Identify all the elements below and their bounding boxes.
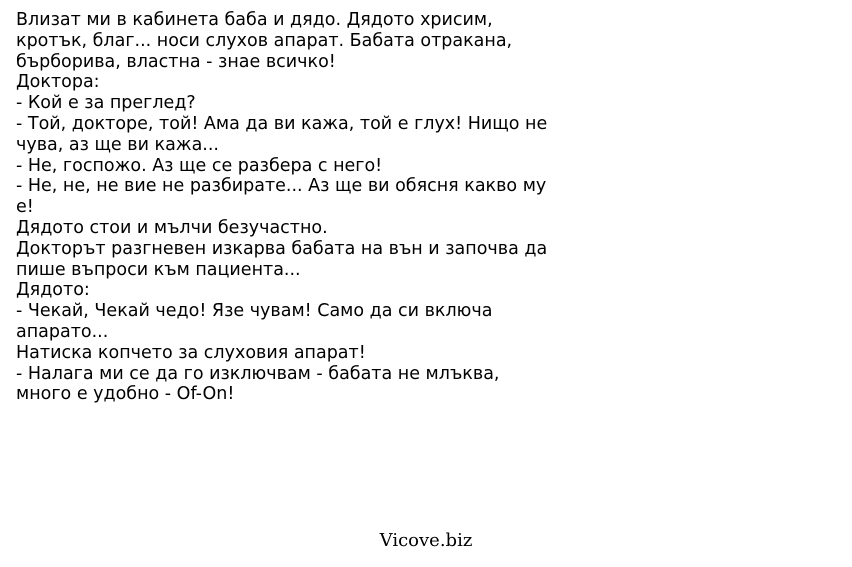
- joke-line: Доктора:: [16, 72, 100, 93]
- joke-line: апарато...: [16, 321, 109, 342]
- joke-line: - Чекай, Чекай чедо! Язе чувам! Само да си включа: [16, 301, 493, 322]
- joke-line: много е удобно - Of-On!: [16, 384, 235, 405]
- joke-line: - Той, докторе, той! Ама да ви кажа, той е глух! Нищо не: [16, 113, 548, 134]
- joke-line: бърборива, властна - знае всичко!: [16, 51, 336, 72]
- joke-line: пише въпроси към пациента...: [16, 259, 301, 280]
- joke-line: - Кой е за преглед?: [16, 93, 196, 114]
- site-watermark: Vicove.biz: [379, 530, 473, 551]
- joke-text: [16, 10, 586, 405]
- joke-line: Влизат ми в кабинета баба и дядо. Дядото хрисим,: [16, 10, 493, 30]
- joke-line: - Не, не, не вие не разбирате... Аз ще ви обясня какво му: [16, 176, 547, 197]
- joke-line: чува, аз ще ви кажа...: [16, 134, 219, 155]
- joke-line: Докторът разгневен изкарва бабата на вън и започва да: [16, 238, 548, 259]
- joke-line: Дядото стои и мълчи безучастно.: [16, 217, 328, 238]
- joke-line: кротък, благ... носи слухов апарат. Бабата отракана,: [16, 30, 513, 51]
- joke-line: - Не, госпожо. Аз ще се разбера с него!: [16, 155, 383, 176]
- joke-line: - Налага ми се да го изключвам - бабата не млъква,: [16, 363, 500, 384]
- joke-line: е!: [16, 197, 34, 218]
- joke-line: Дядото:: [16, 280, 90, 301]
- joke-line: Натиска копчето за слуховия апарат!: [16, 342, 366, 363]
